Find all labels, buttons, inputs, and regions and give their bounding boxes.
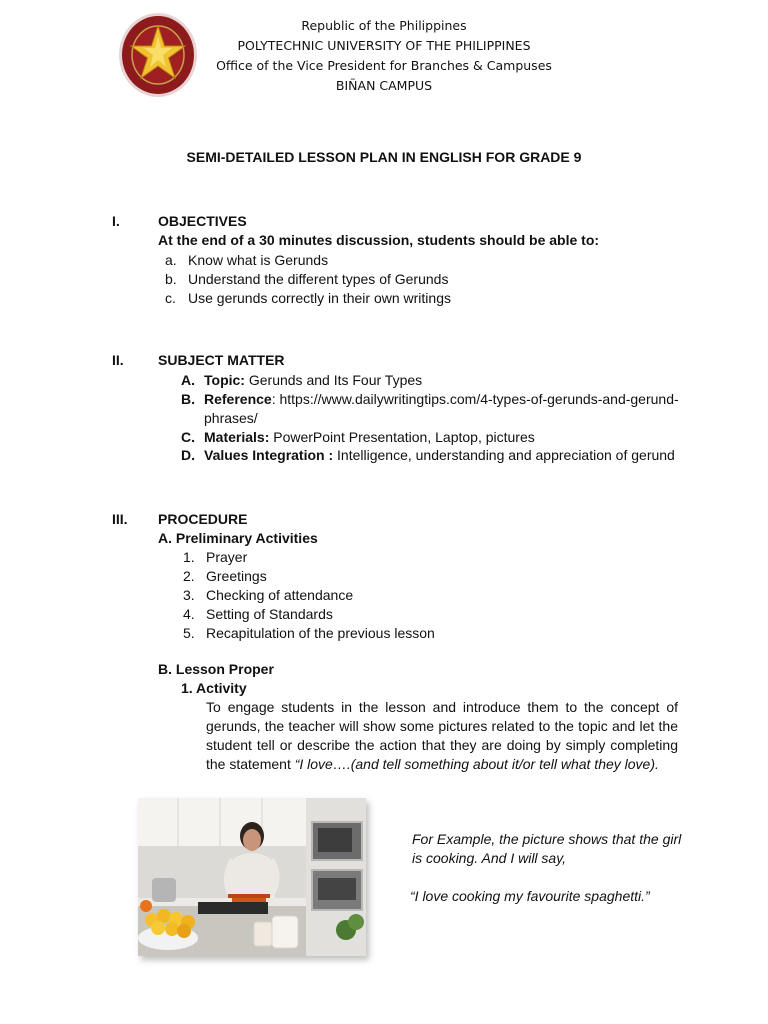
activity-statement: “I love….(and tell something about it/or tell what they love).	[294, 756, 659, 772]
letterhead	[0, 16, 768, 96]
prelim-marker: 2.	[183, 568, 195, 584]
objective-item: Understand the different types of Gerunds	[188, 271, 449, 287]
activity-heading: 1. Activity	[181, 680, 247, 696]
letterhead-line-2: POLYTECHNIC UNIVERSITY OF THE PHILIPPINES	[237, 38, 531, 53]
subject-matter-heading: SUBJECT MATTER	[158, 352, 285, 368]
subject-text: PowerPoint Presentation, Laptop, pictures	[269, 429, 535, 445]
subject-marker: D.	[181, 447, 195, 463]
objective-marker: a.	[165, 252, 177, 268]
objective-item: Use gerunds correctly in their own writings	[188, 290, 451, 306]
subject-item-values	[204, 446, 675, 465]
subject-label: Materials:	[204, 429, 270, 445]
example-line-1: For Example, the picture shows that the girl	[412, 831, 682, 847]
prelim-marker: 1.	[183, 549, 195, 565]
prelim-item: Checking of attendance	[206, 587, 354, 603]
example-quote: “I love cooking my favourite spaghetti.”	[410, 888, 650, 904]
section-numeral-2: II.	[112, 352, 124, 368]
cooking-girl-photo	[138, 798, 366, 956]
preliminary-heading: A. Preliminary Activities	[158, 530, 318, 546]
document-title: SEMI-DETAILED LESSON PLAN IN ENGLISH FOR GRADE 9	[186, 149, 582, 165]
letterhead-line-3: Office of the Vice President for Branches & Campuses	[216, 58, 552, 73]
objectives-intro: At the end of a 30 minutes discussion, students should be able to:	[158, 232, 600, 248]
objective-marker: b.	[165, 271, 177, 287]
prelim-item: Recapitulation of the previous lesson	[206, 625, 435, 641]
section-numeral-3: III.	[112, 511, 128, 527]
objective-marker: c.	[165, 290, 176, 306]
section-numeral-1: I.	[112, 213, 120, 229]
subject-marker: C.	[181, 429, 195, 445]
subject-text: Intelligence, understanding and appreciation of gerund	[333, 447, 675, 463]
letterhead-line-4: BIÑAN CAMPUS	[335, 78, 433, 93]
reference-link-continued[interactable]: phrases/	[204, 410, 258, 426]
example-line-2: is cooking. And I will say,	[412, 850, 567, 866]
activity-paragraph	[206, 698, 678, 774]
subject-marker: A.	[181, 372, 195, 388]
objectives-heading: OBJECTIVES	[158, 213, 247, 229]
prelim-marker: 5.	[183, 625, 195, 641]
lesson-proper-heading: B. Lesson Proper	[158, 661, 274, 677]
prelim-item: Prayer	[206, 549, 248, 565]
subject-label: Reference	[204, 391, 272, 407]
reference-link[interactable]: : https://www.dailywritingtips.com/4-types-of-gerunds-and-gerund-	[271, 391, 679, 407]
subject-item-topic	[204, 371, 422, 390]
subject-label: Topic:	[204, 372, 245, 388]
objective-item: Know what is Gerunds	[188, 252, 329, 268]
prelim-marker: 3.	[183, 587, 195, 603]
procedure-heading: PROCEDURE	[158, 511, 248, 527]
prelim-item: Setting of Standards	[206, 606, 333, 622]
subject-label: Values Integration :	[204, 447, 334, 463]
subject-item-reference	[204, 390, 679, 409]
subject-item-materials	[204, 428, 535, 447]
letterhead-line-1: Republic of the Philippines	[301, 18, 467, 33]
subject-text: Gerunds and Its Four Types	[244, 372, 423, 388]
prelim-item: Greetings	[206, 568, 267, 584]
kitchen-illustration	[138, 798, 366, 956]
activity-paragraph-text: To engage students in the lesson and introduce them to the concept of gerunds, the teacher will show some pictures related to the topic and let the student tell or describe the action that they are doing by simply completing the statement	[206, 699, 678, 772]
prelim-marker: 4.	[183, 606, 195, 622]
subject-marker: B.	[181, 391, 195, 407]
